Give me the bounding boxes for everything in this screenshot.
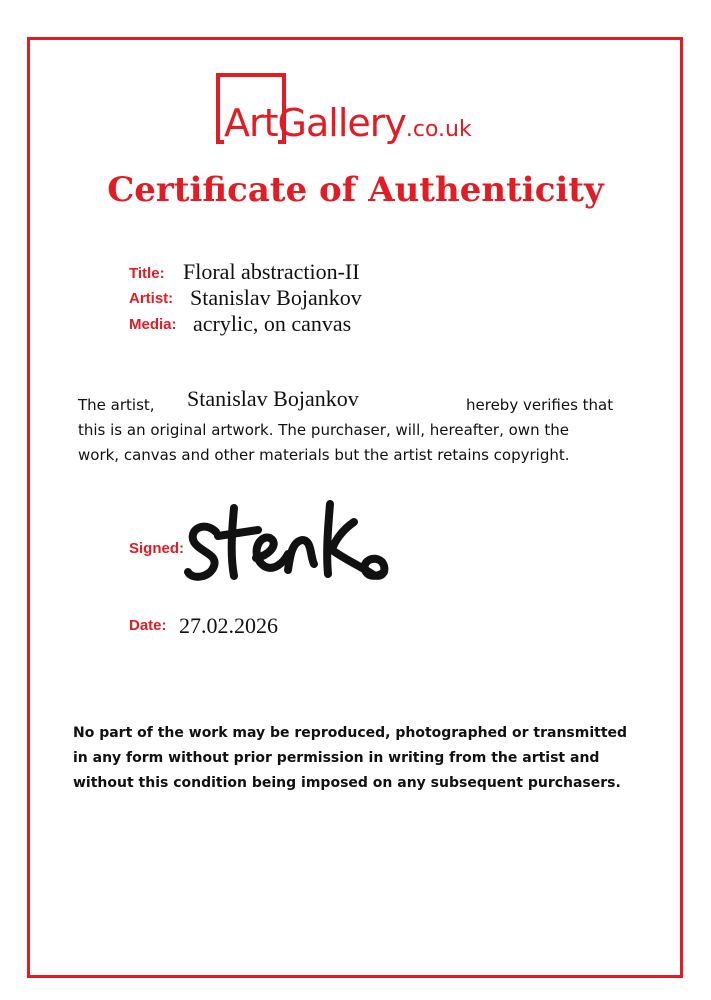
media-value: acrylic, on canvas bbox=[193, 311, 352, 336]
statement-suffix: hereby verifies that bbox=[466, 396, 614, 414]
signature bbox=[184, 500, 394, 590]
certificate-title: Certificate of Authenticity bbox=[107, 170, 604, 210]
artist-label: Artist: bbox=[129, 290, 174, 307]
logo-art: Art bbox=[224, 101, 278, 145]
title-value: Floral abstraction-II bbox=[183, 259, 360, 284]
logo-gallery: Gallery bbox=[277, 101, 406, 145]
statement-artist: Stanislav Bojankov bbox=[187, 386, 359, 411]
logo-text bbox=[224, 101, 472, 145]
logo-tld: .co.uk bbox=[405, 117, 472, 142]
signed-label: Signed: bbox=[129, 540, 184, 557]
footer-line-1: No part of the work may be reproduced, photographed or transmitted bbox=[73, 725, 628, 741]
statement-prefix: The artist, bbox=[78, 396, 155, 414]
title-label: Title: bbox=[129, 265, 165, 282]
artist-value: Stanislav Bojankov bbox=[190, 285, 362, 310]
date-label: Date: bbox=[129, 617, 167, 634]
media-label: Media: bbox=[129, 316, 177, 333]
footer-line-2: in any form without prior permission in writing from the artist and bbox=[73, 750, 600, 766]
date-value: 27.02.2026 bbox=[179, 613, 278, 638]
statement-line-3: work, canvas and other materials but the artist retains copyright. bbox=[78, 446, 570, 464]
statement-line-2: this is an original artwork. The purchaser, will, hereafter, own the bbox=[78, 421, 569, 439]
footer-line-3: without this condition being imposed on any subsequent purchasers. bbox=[73, 775, 621, 791]
